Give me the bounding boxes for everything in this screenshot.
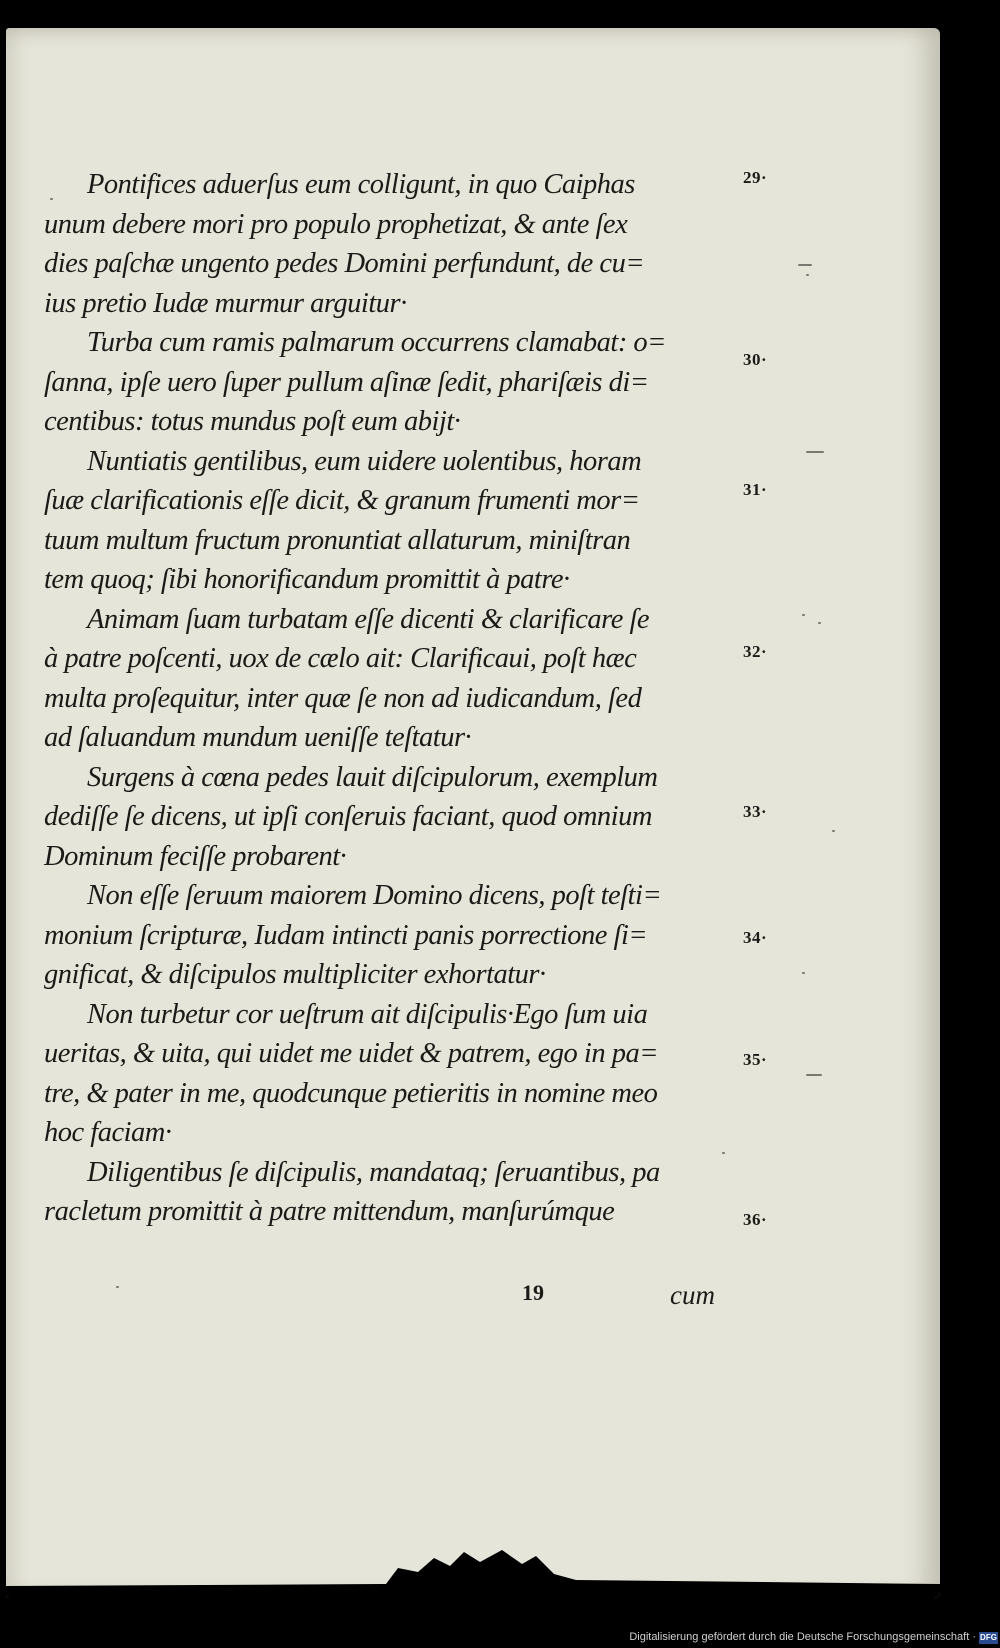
text-line: Nuntiatis gentilibus, eum uidere uolentibus, horam [87, 445, 642, 477]
text-line: Surgens à cœna pedes lauit diſcipulorum, exemplum [87, 761, 658, 793]
folio-number: 19 [522, 1280, 544, 1305]
text-line: tem quoq; ſibi honorificandum promittit à patre· [44, 564, 570, 595]
section-number: 34· [743, 928, 768, 947]
text-line: dies paſchæ ungento pedes Domini perfundunt, de cu= [44, 248, 645, 279]
text-line: Animam ſuam turbatam eſſe dicenti & clarificare ſe [87, 603, 650, 635]
paragraph [44, 995, 724, 1153]
text-line: Pontifices aduerſus eum colligunt, in quo Caiphas [87, 169, 635, 200]
book-page [6, 28, 940, 1598]
text-line: Non turbetur cor ueſtrum ait diſcipulis·Ego ſum uia [87, 998, 648, 1030]
section-number: 36· [743, 1210, 768, 1229]
page-edge-damage [6, 1544, 940, 1598]
paragraph [44, 1153, 724, 1232]
section-number: 32· [743, 642, 768, 661]
text-line: Non eſſe ſeruum maiorem Domino dicens, poſt teſti= [87, 880, 662, 911]
main-text [44, 165, 724, 1232]
text-line: tre, & pater in me, quodcunque petieritis in nomine meo [44, 1077, 658, 1109]
text-line: multa proſequitur, inter quæ ſe non ad iudicandum, ſed [44, 682, 642, 714]
digitization-credit: Digitalisierung gefördert durch die Deutsche Forschungsgemeinschaft · [629, 1631, 976, 1643]
text-line: ad ſaluandum mundum ueniſſe teſtatur· [44, 722, 472, 753]
paragraph [44, 600, 724, 758]
section-number: 31· [743, 480, 768, 499]
catchword: cum [670, 1280, 715, 1310]
text-line: ſanna, ipſe uero ſuper pullum aſinæ ſedit, phariſæis di= [44, 366, 649, 398]
text-line: tuum multum fructum pronuntiat allaturum, miniſtran [44, 524, 631, 556]
section-number: 30· [743, 350, 768, 369]
text-line: unum debere mori pro populo prophetizat, & ante ſex [44, 208, 628, 240]
text-line: ſuæ clarificationis eſſe dicit, & granum frumenti mor= [44, 485, 640, 516]
paragraph [44, 758, 724, 877]
text-line: ueritas, & uita, qui uidet me uidet & patrem, ego in pa= [44, 1038, 658, 1069]
text-line: Diligentibus ſe diſcipulis, mandataq; ſeruantibus, pa [87, 1156, 660, 1188]
text-line: monium ſcripturæ, Iudam intincti panis porrectione ſi= [44, 919, 648, 951]
paragraph [44, 442, 724, 600]
paragraph [44, 876, 724, 995]
section-number: 29· [743, 168, 768, 187]
text-line: Dominum feciſſe probarent· [44, 840, 347, 872]
dfg-logo: DFG [980, 1633, 997, 1642]
section-number: 35· [743, 1050, 768, 1069]
text-line: Turba cum ramis palmarum occurrens clamabat: o= [87, 327, 666, 358]
text-line: racletum promittit à patre mittendum, manſurúmque [44, 1196, 615, 1227]
text-line: hoc faciam· [44, 1117, 172, 1148]
text-line: gnificat, & diſcipulos multipliciter exhortatur· [44, 959, 546, 990]
paragraph [44, 323, 724, 442]
text-line: ius pretio Iudæ murmur arguitur· [44, 287, 407, 319]
section-number: 33· [743, 802, 768, 821]
paragraph [44, 165, 724, 323]
text-line: centibus: totus mundus poſt eum abijt· [44, 406, 461, 437]
text-line: à patre poſcenti, uox de cælo ait: Clarificaui, poſt hæc [44, 643, 637, 674]
text-line: dediſſe ſe dicens, ut ipſi conſeruis faciant, quod omnium [44, 801, 652, 832]
